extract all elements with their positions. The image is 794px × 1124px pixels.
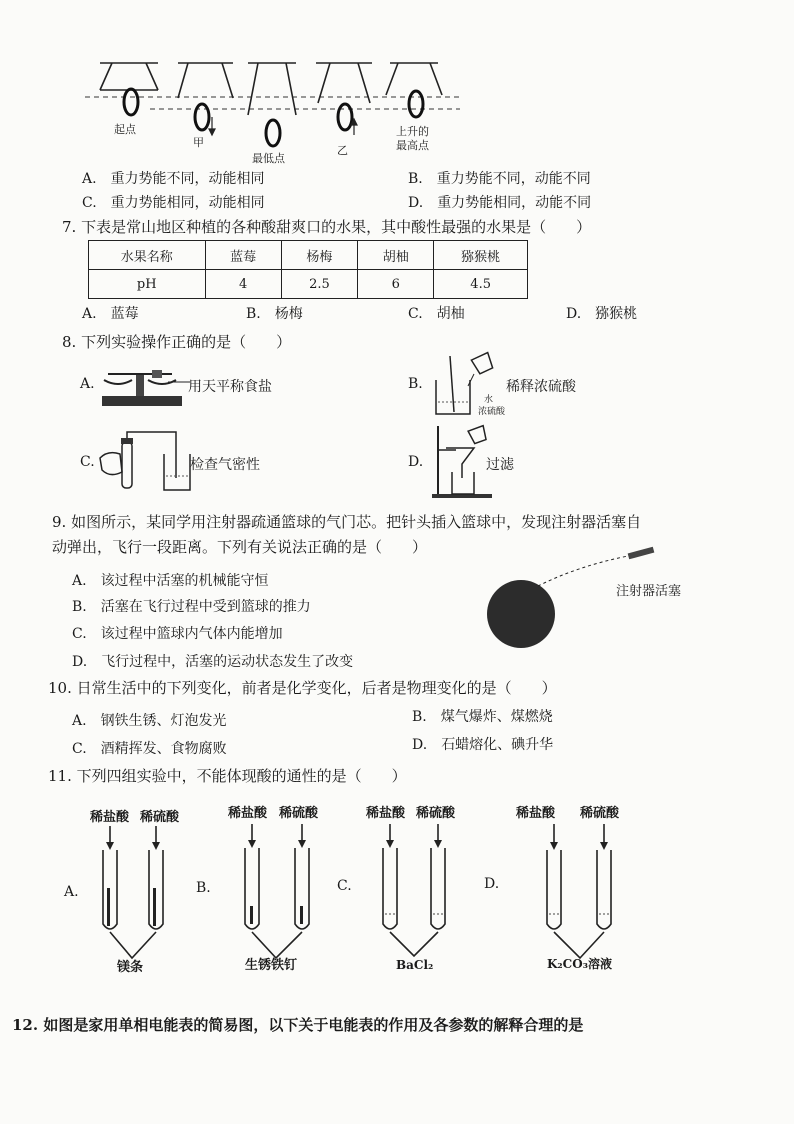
q8-option-b-text: 稀释浓硫酸 <box>506 379 576 395</box>
q9-option-a[interactable]: A. 该过程中活塞的机械能守恒 <box>72 573 269 589</box>
q12-stem: 12. 如图是家用单相电能表的简易图，以下关于电能表的作用及各参数的解释合理的是 <box>12 1016 584 1034</box>
q7-option-a[interactable]: A. 蓝莓 <box>82 306 139 322</box>
table-cell: 4 <box>205 270 281 299</box>
q11-b-substance: 生锈铁钉 <box>245 958 298 973</box>
q6-option-d[interactable]: D. 重力势能相同，动能不同 <box>408 195 592 211</box>
q6-label-lowest: 最低点 <box>252 152 285 165</box>
q6-label-rise-bottom: 最高点 <box>396 139 429 152</box>
q8-option-a-text: 用天平称食盐 <box>188 379 272 395</box>
table-cell: 2.5 <box>281 270 357 299</box>
q11-d-acid-left: 稀盐酸 <box>516 806 556 821</box>
q7-option-c[interactable]: C. 胡柚 <box>408 306 465 322</box>
q11-stem: 11. 下列四组实验中，不能体现酸的通性的是（ ） <box>48 767 407 785</box>
table-cell: pH <box>89 270 206 299</box>
q8-label-acid: 浓硫酸 <box>478 407 506 417</box>
table-header-cell: 猕猴桃 <box>434 241 528 270</box>
q7-option-d[interactable]: D. 猕猴桃 <box>566 306 638 322</box>
q6-label-start: 起点 <box>114 123 136 136</box>
q11-option-b-letter[interactable]: B. <box>196 880 211 896</box>
q10-option-c[interactable]: C. 酒精挥发、食物腐败 <box>72 741 227 757</box>
q8-option-c-text: 检查气密性 <box>190 457 260 473</box>
q11-d-acid-right: 稀硫酸 <box>580 806 620 821</box>
q11-figure <box>0 820 794 1020</box>
q7-stem: 7. 下表是常山地区种植的各种酸甜爽口的水果，其中酸性最强的水果是（ ） <box>62 218 592 236</box>
q10-stem: 10. 日常生活中的下列变化，前者是化学变化，后者是物理变化的是（ ） <box>48 679 557 697</box>
q11-b-acid-left: 稀盐酸 <box>228 806 268 821</box>
q9-stem-line1: 9. 如图所示，某同学用注射器疏通篮球的气门芯。把针头插入篮球中，发现注射器活塞自 <box>52 513 642 531</box>
q7-option-b[interactable]: B. 杨梅 <box>246 306 303 322</box>
table-header-cell: 水果名称 <box>89 241 206 270</box>
table-row <box>89 270 528 299</box>
q6-option-a[interactable]: A. 重力势能不同，动能相同 <box>82 171 265 187</box>
q11-a-acid-left: 稀盐酸 <box>90 810 130 825</box>
q9-figure-label: 注射器活塞 <box>616 584 682 599</box>
q8-balance-figure <box>98 362 198 412</box>
table-header-cell: 杨梅 <box>281 241 357 270</box>
q8-option-d-letter[interactable]: D. <box>408 454 424 470</box>
q11-option-a-letter[interactable]: A. <box>64 884 79 900</box>
q6-label-jia: 甲 <box>193 136 204 149</box>
q10-option-a[interactable]: A. 钢铁生锈、灯泡发光 <box>72 713 227 729</box>
q11-c-acid-right: 稀硫酸 <box>416 806 456 821</box>
table-header-cell: 胡柚 <box>358 241 434 270</box>
q8-label-water: 水 <box>484 395 494 405</box>
q6-option-c[interactable]: C. 重力势能相同，动能相同 <box>82 195 265 211</box>
q9-option-d[interactable]: D. 飞行过程中，活塞的运动状态发生了改变 <box>72 654 354 670</box>
q11-option-c-letter[interactable]: C. <box>337 878 352 894</box>
q10-option-d[interactable]: D. 石蜡熔化、碘升华 <box>412 737 554 753</box>
q11-c-substance: BaCl₂ <box>396 958 434 972</box>
q8-option-b-letter[interactable]: B. <box>408 376 423 392</box>
q6-label-rise-top: 上升的 <box>396 125 429 138</box>
q8-stem: 8. 下列实验操作正确的是（ ） <box>62 333 292 351</box>
table-header-cell: 蓝莓 <box>205 241 281 270</box>
q8-option-a-letter[interactable]: A. <box>80 376 95 392</box>
q8-option-c-letter[interactable]: C. <box>80 454 95 470</box>
q7-ph-table <box>88 240 528 299</box>
q6-label-yi: 乙 <box>337 144 348 157</box>
q11-option-d-letter[interactable]: D. <box>484 876 500 892</box>
q11-c-acid-left: 稀盐酸 <box>366 806 406 821</box>
table-cell: 6 <box>358 270 434 299</box>
q11-a-substance: 镁条 <box>117 960 144 975</box>
q10-option-b[interactable]: B. 煤气爆炸、煤燃烧 <box>412 709 553 725</box>
q11-a-acid-right: 稀硫酸 <box>140 810 180 825</box>
q9-option-c[interactable]: C. 该过程中篮球内气体内能增加 <box>72 626 283 642</box>
q9-basketball-figure <box>478 546 698 656</box>
q11-d-substance: K₂CO₃溶液 <box>547 957 612 971</box>
table-row <box>89 241 528 270</box>
table-cell: 4.5 <box>434 270 528 299</box>
q8-option-d-text: 过滤 <box>486 457 514 473</box>
q11-b-acid-right: 稀硫酸 <box>279 806 319 821</box>
q6-option-b[interactable]: B. 重力势能不同，动能不同 <box>408 171 591 187</box>
q9-stem-line2: 动弹出，飞行一段距离。下列有关说法正确的是（ ） <box>52 538 428 556</box>
q9-option-b[interactable]: B. 活塞在飞行过程中受到篮球的推力 <box>72 599 311 615</box>
